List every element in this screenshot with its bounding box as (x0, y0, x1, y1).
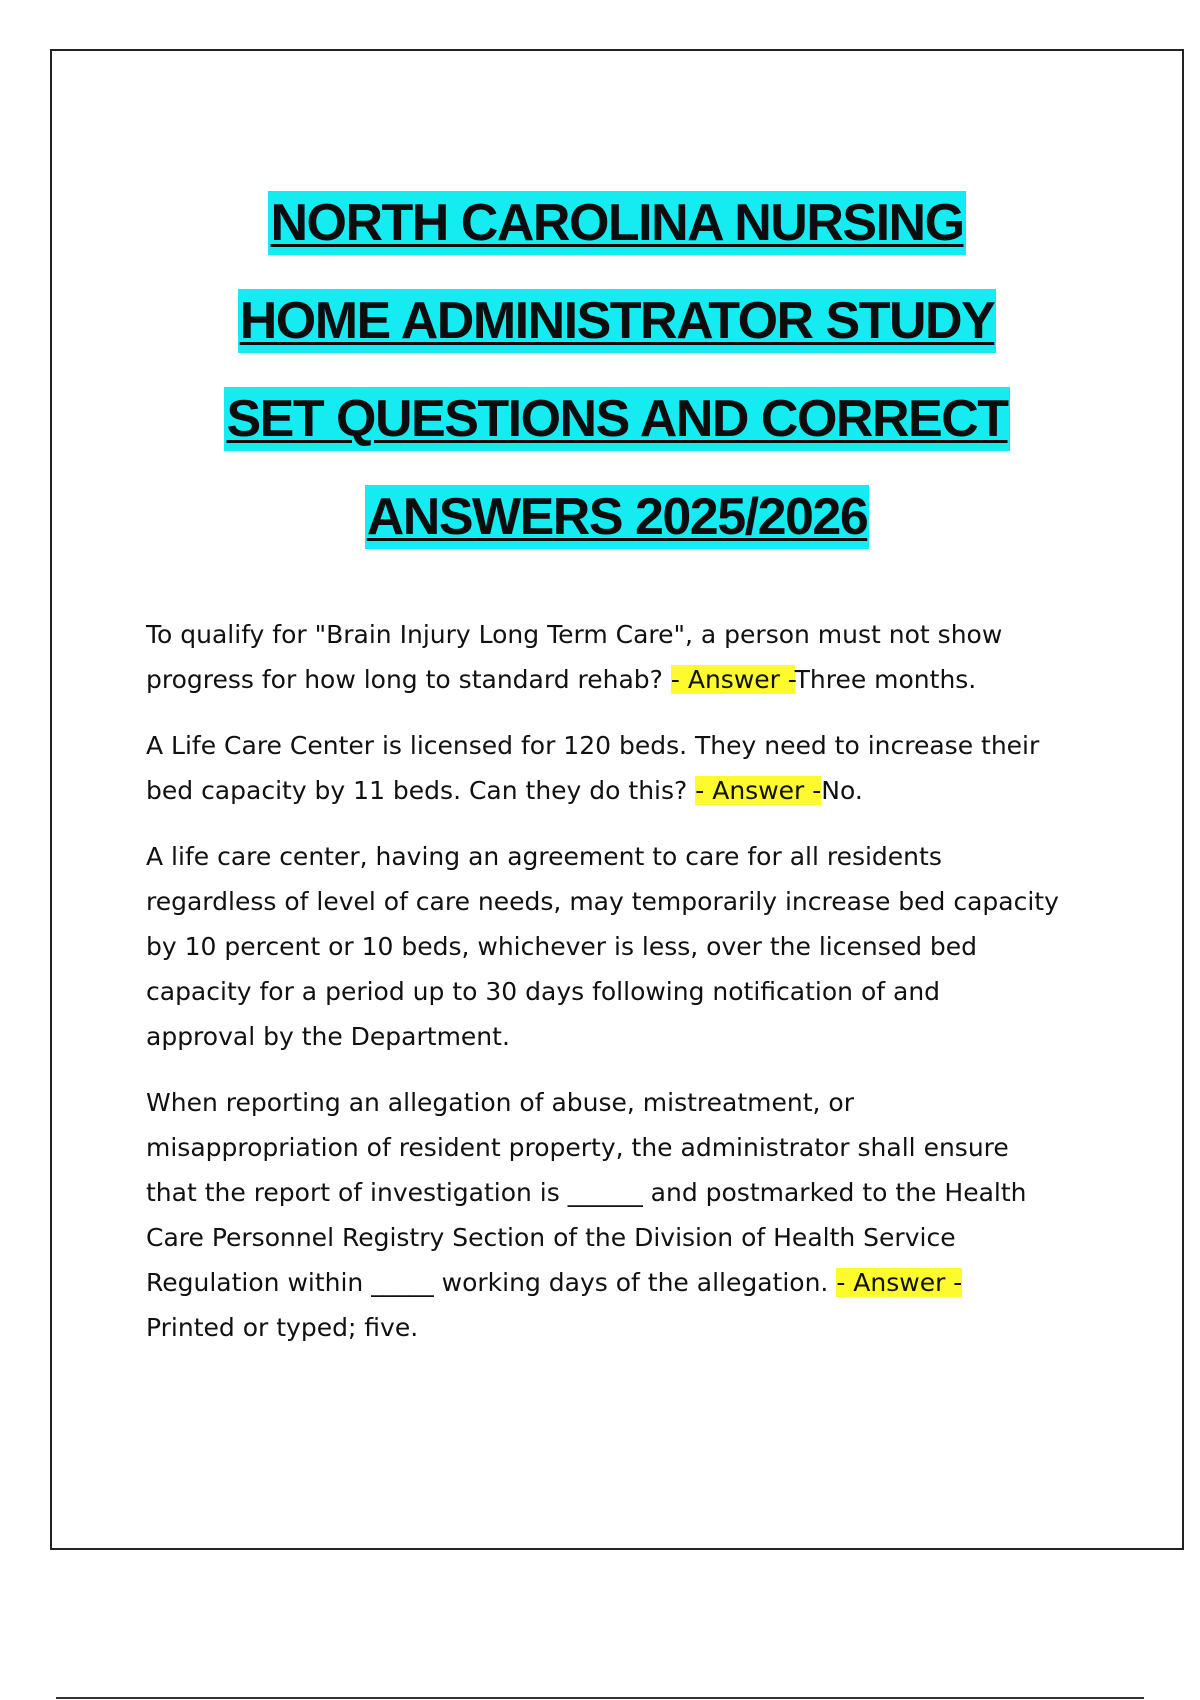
question-text: progress for how long to standard rehab? (146, 665, 671, 694)
question-text: Regulation within _____ working days of the allegation. (146, 1268, 837, 1297)
question-line: misappropriation of resident property, the administrator shall ensure (146, 1133, 1009, 1162)
paragraph-line: approval by the Department. (146, 1022, 510, 1051)
paragraph-line: capacity for a period up to 30 days following notification of and (146, 977, 941, 1006)
answer-label: - Answer - (836, 1268, 963, 1297)
question-text: bed capacity by 11 beds. Can they do this? (146, 776, 696, 805)
qa-item-brain-injury (146, 612, 1096, 702)
question-line: Care Personnel Registry Section of the Division of Health Service (146, 1223, 956, 1252)
explanation-paragraph (146, 834, 1096, 1059)
answer-text: Printed or typed; five. (146, 1313, 419, 1342)
question-answer-line (146, 768, 1096, 813)
paragraph-line: regardless of level of care needs, may temporarily increase bed capacity (146, 887, 1059, 916)
answer-label: - Answer - (670, 665, 795, 694)
study-content (146, 612, 1096, 1371)
answer-text: Three months. (794, 665, 977, 694)
title-line-4: ANSWERS 2025/2026 (365, 485, 870, 549)
title-line-2: HOME ADMINISTRATOR STUDY (238, 289, 997, 353)
question-line: When reporting an allegation of abuse, mistreatment, or (146, 1088, 855, 1117)
qa-item-bed-capacity (146, 723, 1096, 813)
page-bottom-divider (56, 1697, 1144, 1699)
qa-item-abuse-report (146, 1080, 1096, 1350)
paragraph-line: A life care center, having an agreement to care for all residents (146, 842, 942, 871)
paragraph-line: by 10 percent or 10 beds, whichever is less, over the licensed bed (146, 932, 978, 961)
question-answer-line (146, 1260, 1096, 1305)
title-line-3: SET QUESTIONS AND CORRECT (224, 387, 1009, 451)
question-line: that the report of investigation is ______ and postmarked to the Health (146, 1178, 1027, 1207)
title-line-1: NORTH CAROLINA NURSING (268, 191, 965, 255)
answer-label: - Answer - (695, 776, 822, 805)
question-answer-line (146, 657, 1096, 702)
document-title (52, 191, 1182, 583)
answer-text: No. (821, 776, 863, 805)
question-line: A Life Care Center is licensed for 120 beds. They need to increase their (146, 731, 1040, 760)
question-line: To qualify for "Brain Injury Long Term Care", a person must not show (146, 620, 1003, 649)
